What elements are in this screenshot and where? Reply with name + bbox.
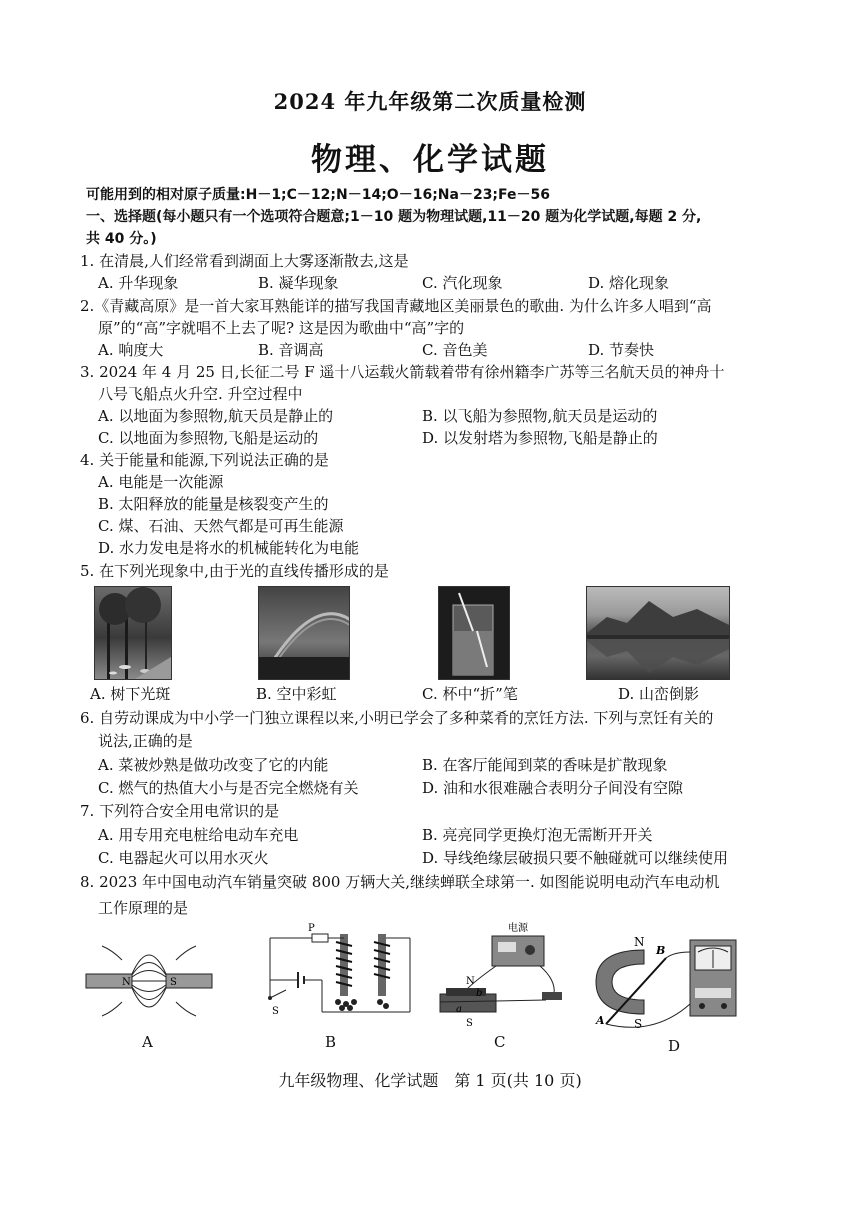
q4-option-a: A. 电能是一次能源 (98, 473, 224, 491)
q3-option-c: C. 以地面为参照物,飞船是运动的 (98, 429, 319, 447)
tree-scene-icon (95, 587, 171, 679)
q3-stem-line2: 八号飞船点火升空. 升空过程中 (98, 385, 303, 403)
figure-c-b-label: b (476, 988, 483, 999)
q3-option-d: D. 以发射塔为参照物,飞船是静止的 (422, 429, 658, 447)
q3-stem-line1: 3. 2024 年 4 月 25 日,长征二号 F 遥十八运载火箭载着带有徐州籍李广苏等三名航天员的神舟十 (80, 363, 725, 381)
page-footer: 九年级物理、化学试题 第 1 页(共 10 页) (278, 1071, 582, 1090)
figure-d-generator (594, 932, 750, 1036)
mountain-scene-icon (587, 587, 729, 679)
figure-d-b-label: B (656, 944, 666, 957)
figure-c-label: C (494, 1033, 506, 1051)
figure-a-n-label: N (122, 977, 131, 988)
q2-stem-line1: 2.《青藏高原》是一首大家耳熟能详的描写我国青藏地区美丽景色的歌曲. 为什么许多人唱到“高 (80, 297, 712, 315)
q8-stem-line1: 8. 2023 年中国电动汽车销量突破 800 万辆大关,继续蝉联全球第一. 如图能说明电动汽车电动机 (80, 873, 720, 891)
q1-stem: 1. 在清晨,人们经常看到湖面上大雾逐渐散去,这是 (80, 252, 409, 270)
q4-stem: 4. 关于能量和能源,下列说法正确的是 (80, 451, 329, 469)
q1-option-c: C. 汽化现象 (422, 274, 503, 292)
q5-option-c: C. 杯中“折”笔 (422, 685, 518, 703)
figure-c-motor-principle (436, 920, 576, 1030)
q2-option-a: A. 响度大 (98, 341, 164, 359)
photo-bent-pencil (438, 586, 510, 680)
q4-option-c: C. 煤、石油、天然气都是可再生能源 (98, 517, 344, 535)
figure-a-magnet-field (82, 940, 216, 1020)
q5-option-d: D. 山峦倒影 (618, 685, 700, 703)
q6-stem-line1: 6. 自劳动课成为中小学一门独立课程以来,小明已学会了多种菜肴的烹饪方法. 下列与烹饪有关的 (80, 709, 714, 727)
photo-rainbow (258, 586, 350, 680)
figure-c-n-label: N (466, 976, 475, 987)
figure-d-s-label: S (634, 1017, 643, 1031)
q6-option-c: C. 燃气的热值大小与是否完全燃烧有关 (98, 779, 359, 797)
q1-option-b: B. 凝华现象 (258, 274, 339, 292)
q5-option-a: A. 树下光斑 (90, 685, 171, 703)
q6-option-d: D. 油和水很难融合表明分子间没有空隙 (422, 779, 684, 797)
q7-option-b: B. 亮亮同学更换灯泡无需断开开关 (422, 826, 653, 844)
q1-option-d: D. 熔化现象 (588, 274, 670, 292)
q6-stem-line2: 说法,正确的是 (98, 732, 193, 750)
exam-title: 2024 年九年级第二次质量检测 (273, 89, 587, 114)
q1-option-a: A. 升华现象 (98, 274, 179, 292)
photo-tree-light-spots (94, 586, 172, 680)
figure-b-s-label: S (272, 1006, 279, 1017)
section-instructions-line1: 一、选择题(每小题只有一个选项符合题意;1－10 题为物理试题,11－20 题为化学试题,每题 2 分, (86, 209, 702, 225)
q5-option-b: B. 空中彩虹 (256, 685, 337, 703)
q2-option-d: D. 节奏快 (588, 341, 655, 359)
figure-d-label: D (668, 1037, 681, 1055)
q7-option-d: D. 导线绝缘层破损只要不触碰就可以继续使用 (422, 849, 729, 867)
figure-b-electromagnet (250, 920, 418, 1020)
q3-option-a: A. 以地面为参照物,航天员是静止的 (98, 407, 334, 425)
q8-stem-line2: 工作原理的是 (98, 899, 189, 917)
section-instructions-line2: 共 40 分。) (86, 231, 157, 247)
rainbow-scene-icon (259, 587, 349, 679)
figure-b-p-label: P (308, 923, 315, 934)
figure-c-power-label: 电源 (508, 923, 528, 934)
q2-option-b: B. 音调高 (258, 341, 324, 359)
figure-b-label: B (325, 1033, 337, 1051)
figure-d-n-label: N (634, 935, 645, 949)
figure-c-a-label: a (456, 1004, 462, 1015)
q5-stem: 5. 在下列光现象中,由于光的直线传播形成的是 (80, 562, 389, 580)
q6-option-b: B. 在客厅能闻到菜的香味是扩散现象 (422, 756, 668, 774)
q4-option-b: B. 太阳释放的能量是核裂变产生的 (98, 495, 329, 513)
q7-option-a: A. 用专用充电桩给电动车充电 (98, 826, 299, 844)
glass-pencil-icon (439, 587, 509, 679)
figure-a-label: A (142, 1033, 153, 1051)
exam-subject: 物理、化学试题 (311, 142, 549, 178)
figure-c-s-label: S (466, 1018, 473, 1029)
q2-stem-line2: 原”的“高”字就唱不上去了呢? 这是因为歌曲中“高”字的 (98, 319, 465, 337)
photo-mountain-reflection (586, 586, 730, 680)
q7-stem: 7. 下列符合安全用电常识的是 (80, 802, 280, 820)
figure-a-s-label: S (170, 977, 177, 988)
q6-option-a: A. 菜被炒熟是做功改变了它的内能 (98, 756, 329, 774)
q2-option-c: C. 音色美 (422, 341, 488, 359)
q3-option-b: B. 以飞船为参照物,航天员是运动的 (422, 407, 658, 425)
atomic-mass-line: 可能用到的相对原子质量:H－1;C－12;N－14;O－16;Na－23;Fe－56 (86, 187, 551, 203)
q4-option-d: D. 水力发电是将水的机械能转化为电能 (98, 539, 360, 557)
q7-option-c: C. 电器起火可以用水灭火 (98, 849, 269, 867)
figure-d-a-label: A (596, 1014, 605, 1027)
